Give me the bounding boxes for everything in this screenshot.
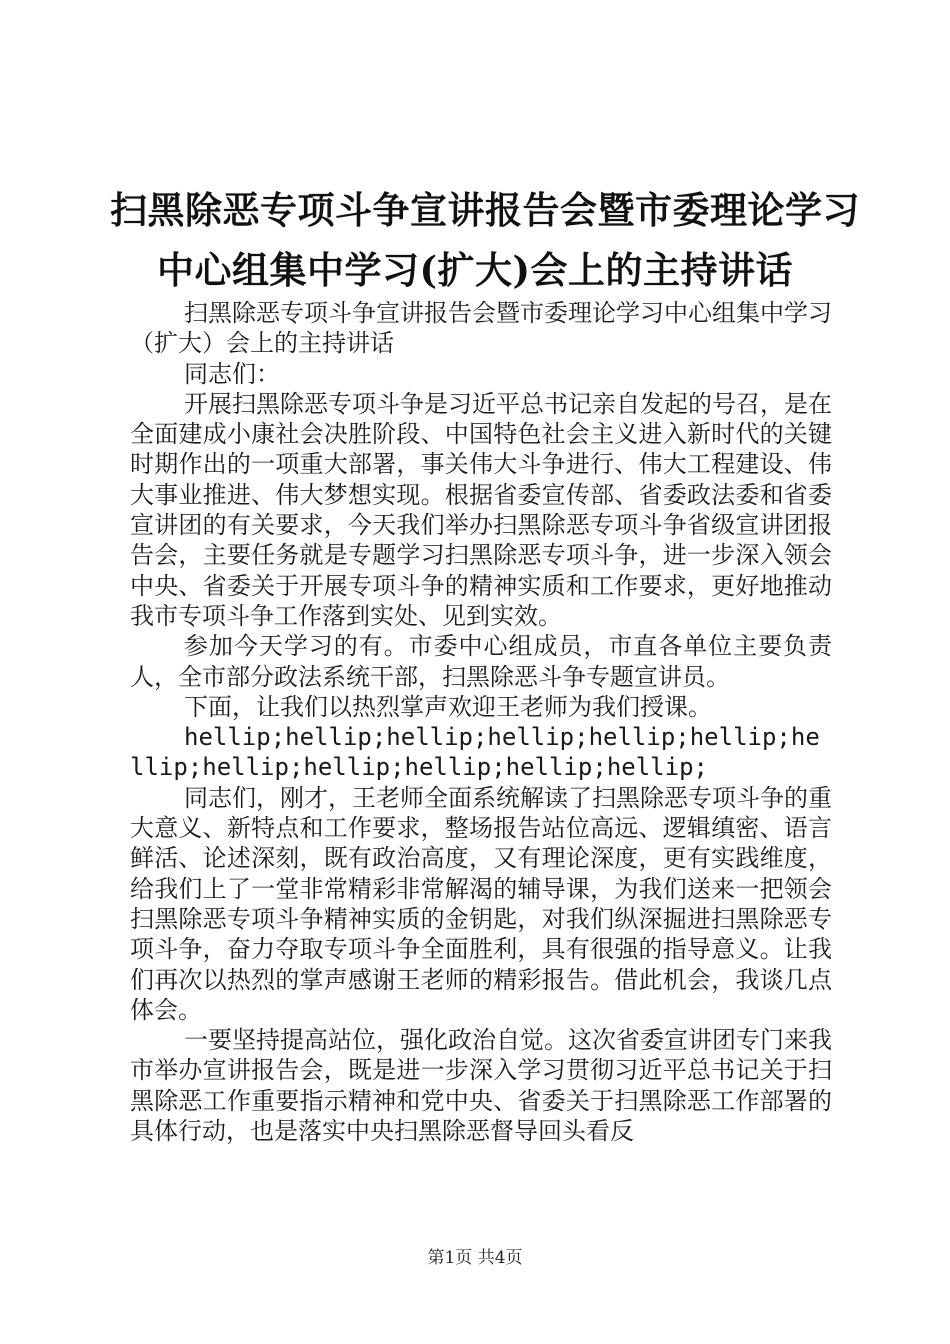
paragraph: 参加今天学习的有。市委中心组成员，市直各单位主要负责人，全市部分政法系统干部，扫黑除恶斗争专题宣讲员。 <box>130 632 832 691</box>
document-title-line-2: 中心组集中学习(扩大)会上的主持讲话 <box>156 248 793 292</box>
document-title-line-1: 扫黑除恶专项斗争宣讲报告会暨市委理论学习 <box>110 188 860 232</box>
paragraph: 同志们，刚才，王老师全面系统解读了扫黑除恶专项斗争的重大意义、新特点和工作要求，整场报告站位高远、逻辑缜密、语言鲜活、论述深刻，既有政治高度，又有理论深度，更有实践维度，给我们上了一堂非常精彩非常解渴的辅导课，为我们送来一把领会扫黑除恶专项斗争精神实质的金钥匙，对我们纵深掘进扫黑除恶专项斗争，奋力夺取专项斗争全面胜利，具有很强的指导意义。让我们再次以热烈的掌声感谢王老师的精彩报告。借此机会，我谈几点体会。 <box>130 783 832 1024</box>
paragraph: 开展扫黑除恶专项斗争是习近平总书记亲自发起的号召，是在全面建成小康社会决胜阶段、中国特色社会主义进入新时代的关键时期作出的一项重大部署，事关伟大斗争进行、伟大工程建设、伟大事业推进、伟大梦想实现。根据省委宣传部、省委政法委和省委宣讲团的有关要求，今天我们举办扫黑除恶专项斗争省级宣讲团报告会，主要任务就是专题学习扫黑除恶专项斗争，进一步深入领会中央、省委关于开展专项斗争的精神实质和工作要求，更好地推动我市专项斗争工作落到实处、见到实效。 <box>130 389 832 630</box>
paragraph: 一要坚持提高站位，强化政治自觉。这次省委宣讲团专门来我市举办宣讲报告会，既是进一步深入学习贯彻习近平总书记关于扫黑除恶工作重要指示精神和党中央、省委关于扫黑除恶工作部署的具体行动，也是落实中央扫黑除恶督导回头看反 <box>130 1026 832 1146</box>
paragraph-salutation: 同志们： <box>184 359 280 388</box>
paragraph-subtitle: 扫黑除恶专项斗争宣讲报告会暨市委理论学习中心组集中学习（扩大）会上的主持讲话 <box>130 299 832 358</box>
document-body <box>130 298 832 1146</box>
paragraph-ellipsis: hellip;hellip;hellip;hellip;hellip;hellip;hellip;hellip;hellip;hellip;hellip;hellip; <box>130 723 820 782</box>
paragraph: 下面，让我们以热烈掌声欢迎王老师为我们授课。 <box>184 692 712 721</box>
page-footer: 第1页 共4页 <box>427 1248 523 1268</box>
